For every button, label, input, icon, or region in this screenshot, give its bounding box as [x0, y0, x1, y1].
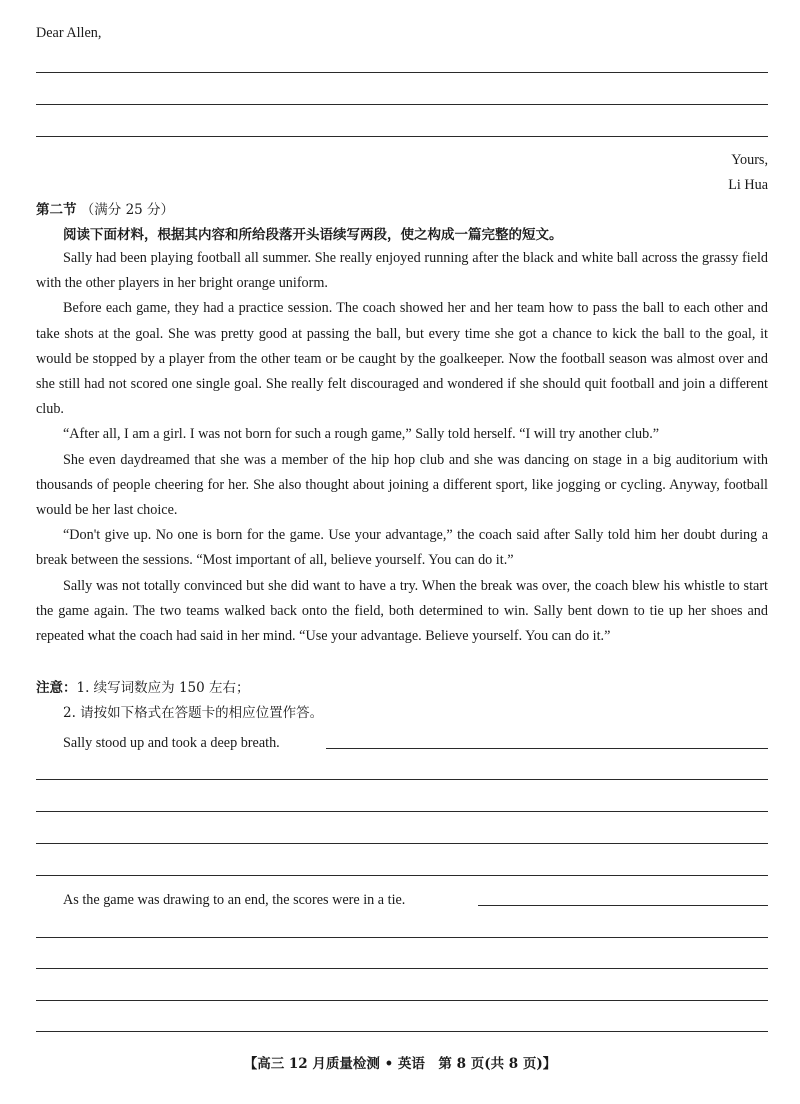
notes-item-1: 1. 续写词数应为 150 左右；	[76, 680, 250, 696]
answer-line	[36, 104, 768, 105]
story-paragraph: “After all, I am a girl. I was not born for such a rough game,” Sally told herself. “I will try another club.”	[63, 426, 660, 443]
notes-line-1	[36, 679, 250, 697]
answer-line	[36, 875, 768, 876]
answer-line	[36, 72, 768, 73]
section-title: 第二节	[36, 202, 77, 218]
answer-line	[36, 937, 768, 938]
story-body	[36, 246, 768, 649]
notes-item-2: 2. 请按如下格式在答题卡的相应位置作答。	[63, 705, 324, 721]
page-footer: 【高三 12 月质量检测 • 英语 第 8 页(共 8 页)】	[243, 1056, 557, 1072]
answer-line	[36, 1031, 768, 1032]
answer-line	[326, 748, 768, 749]
story-paragraph: She even daydreamed that she was a member of the hip hop club and she was dancing on stage in a big auditorium with thousands of people cheering for her. She also thought about joining a different sport, like jogging or cycling. Anyway, football would be her last choice.	[36, 451, 768, 519]
answer-line	[36, 1000, 768, 1001]
answer-line	[36, 811, 768, 812]
letter-signature: Li Hua	[728, 177, 768, 193]
section-heading	[36, 201, 174, 219]
answer-line	[478, 905, 768, 906]
letter-closing: Yours,	[731, 152, 768, 168]
answer-line	[36, 843, 768, 844]
answer-line	[36, 779, 768, 780]
section-score: （满分 25 分）	[80, 202, 175, 218]
first-paragraph-prompt: Sally stood up and took a deep breath.	[63, 735, 280, 751]
story-paragraph: “Don't give up. No one is born for the game. Use your advantage,” the coach said after Sally told him her doubt during a break between the sessions. “Most important of all, believe yourself. You can do it.”	[36, 527, 768, 569]
answer-line	[36, 136, 768, 137]
story-paragraph: Sally had been playing football all summer. She really enjoyed running after the black and white ball across the grassy field with the other players in her bright orange uniform.	[36, 250, 768, 292]
second-paragraph-prompt: As the game was drawing to an end, the scores were in a tie.	[63, 892, 406, 908]
story-paragraph: Sally was not totally convinced but she did want to have a try. When the break was over, the coach blew his whistle to start the game again. The two teams walked back onto the field, both determined to win. Sally bent down to tie up her shoes and repeated what the coach had said in her mind. “Use your advantage. Believe yourself. You can do it.”	[36, 577, 768, 645]
letter-greeting: Dear Allen,	[36, 25, 102, 41]
story-paragraph: Before each game, they had a practice session. The coach showed her and her team how to pass the ball to each other and take shots at the goal. She was pretty good at passing the ball, but every time she got a chance to kick the ball to the goal, it would be stopped by a player from the other team or be caught by the goalkeeper. Now the football season was almost over and she still had not scored one single goal. She really felt discouraged and wondered if she should quit football and join a different club.	[36, 300, 768, 418]
notes-label: 注意：	[36, 680, 77, 696]
answer-line	[36, 968, 768, 969]
section-instruction: 阅读下面材料，根据其内容和所给段落开头语续写两段，使之构成一篇完整的短文。	[63, 227, 563, 243]
